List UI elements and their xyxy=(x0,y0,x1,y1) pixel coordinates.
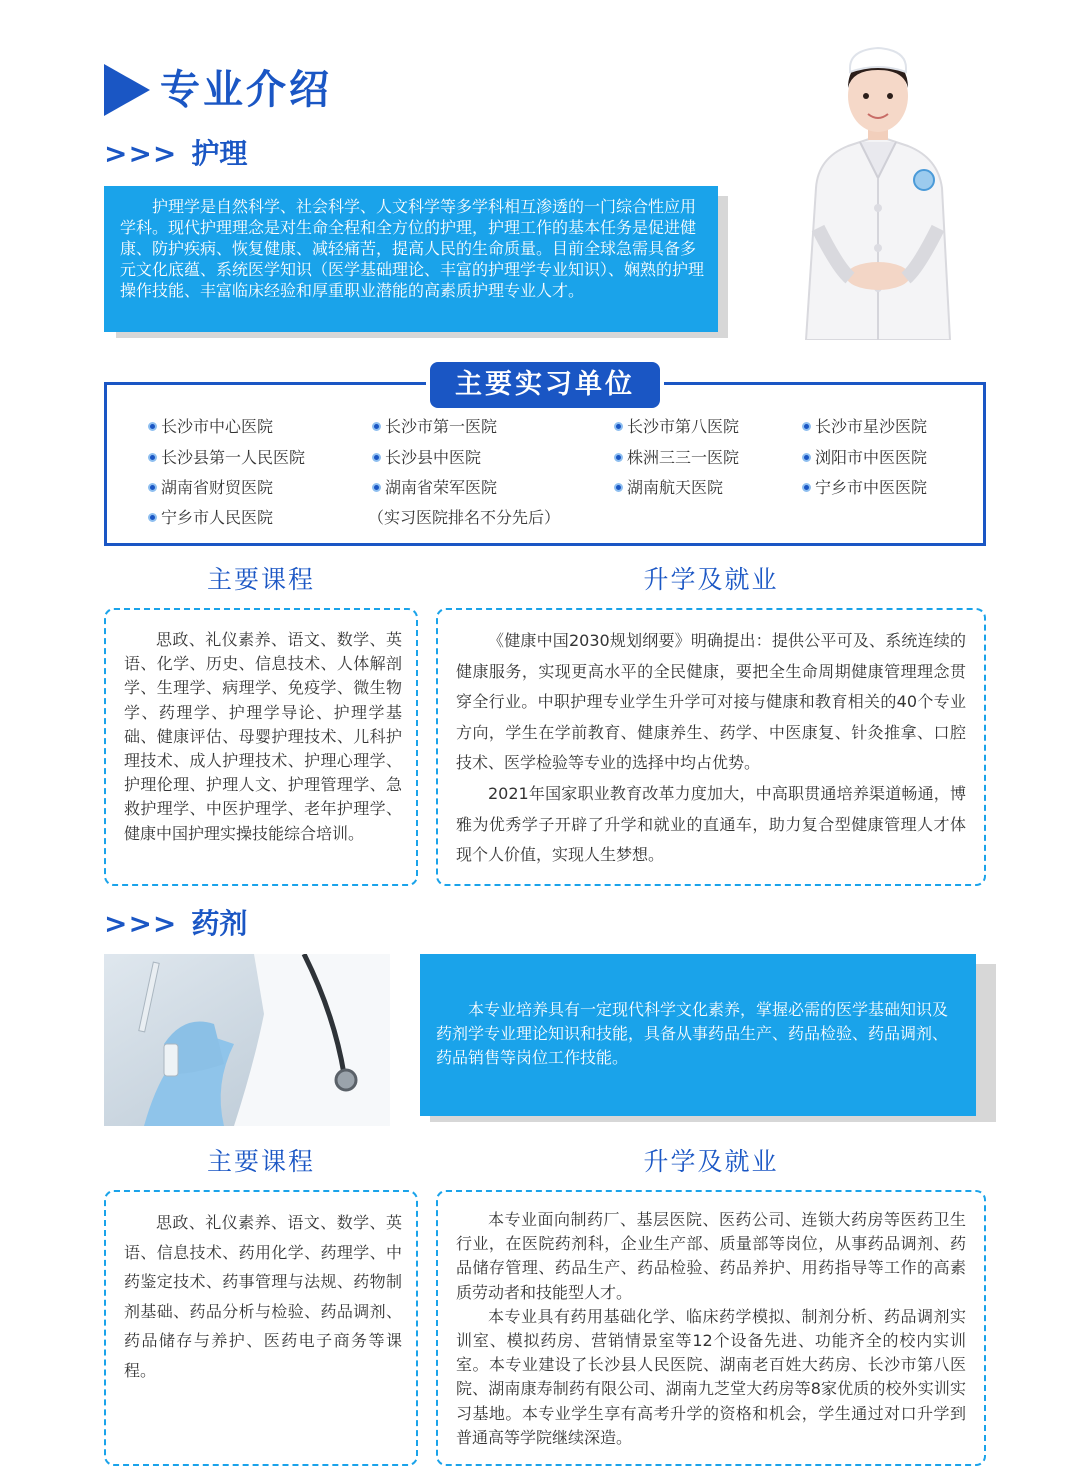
hospital-item: 长沙市第一医院 xyxy=(372,416,497,438)
hospital-item: 长沙市第八医院 xyxy=(614,416,739,438)
page-title: 专业介绍 xyxy=(160,67,332,113)
internship-title: 主要实习单位 xyxy=(430,362,660,408)
internship-note: （实习医院排名不分先后） xyxy=(368,508,561,527)
nurse-photo xyxy=(778,38,978,340)
nursing-heading-label: 护理 xyxy=(191,137,248,170)
title-triangle-icon xyxy=(104,64,150,116)
bullet-icon xyxy=(802,483,811,492)
bullet-icon xyxy=(372,422,381,431)
nursing-courses-text: 思政、礼仪素养、语文、数学、英语、化学、历史、信息技术、人体解剖学、生理学、病理学、免疫学、微生物学、药理学、护理学导论、护理学基础、健康评估、母婴护理技术、儿科护理技术、成人护理技术、护理心理学、护理伦理、护理人文、护理管理学、急救护理学、中医护理学、老年护理学、健康中国护理实操技能综合培训。 xyxy=(124,630,402,843)
nursing-career-box xyxy=(436,608,986,886)
career-paragraph: 本专业具有药用基础化学、临床药学模拟、制剂分析、药品调剂实训室、模拟药房、营销情景室等12个设备先进、功能齐全的校内实训室。本专业建设了长沙县人民医院、湖南老百姓大药房、长沙市第八医院、湖南康寿制药有限公司、湖南九芝堂大药房等8家优质的校外实训实习基地。本专业学生享有高考升学的资格和机会，学生通过对口升学到普通高等学院继续深造。 xyxy=(456,1306,966,1447)
pharmacy-heading-label: 药剂 xyxy=(191,907,248,940)
bullet-icon xyxy=(802,453,811,462)
bullet-icon xyxy=(148,513,157,522)
pharmacy-courses-text: 思政、礼仪素养、语文、数学、英语、信息技术、药用化学、药理学、中药鉴定技术、药事管理与法规、药物制剂基础、药品分析与检验、药品调剂、药品储存与养护、医药电子商务等课程。 xyxy=(124,1213,402,1380)
bullet-icon xyxy=(148,453,157,462)
hospital-item: 长沙市中心医院 xyxy=(148,416,273,438)
pharmacy-courses-box xyxy=(104,1190,418,1466)
pharmacy-photo xyxy=(104,954,390,1126)
bullet-icon xyxy=(148,483,157,492)
pharmacy-courses-heading: 主要课程 xyxy=(206,1147,315,1176)
nursing-intro: 护理学是自然科学、社会科学、人文科学等多学科相互渗透的一门综合性应用学科。现代护理理念是对生命全程和全方位的护理，护理工作的基本任务是促进健康、防护疾病、恢复健康、减轻痛苦，提高人民的生命质量。目前全球急需具备多元文化底蕴、系统医学知识（医学基础理论、丰富的护理学专业知识）、娴熟的护理操作技能、丰富临床经验和厚重职业潜能的高素质护理专业人才。 xyxy=(104,186,718,332)
nursing-courses-box xyxy=(104,608,418,886)
career-paragraph: 2021年国家职业教育改革力度加大，中高职贯通培养渠道畅通，博雅为优秀学子开辟了升学和就业的直通车，助力复合型健康管理人才体现个人价值，实现人生梦想。 xyxy=(456,783,966,865)
bullet-icon xyxy=(372,483,381,492)
career-paragraph: 《健康中国2030规划纲要》明确提出：提供公平可及、系统连续的健康服务，实现更高水平的全民健康，要把全生命周期健康管理理念贯穿全行业。中职护理专业学生升学可对接与健康和教育相关的40个专业方向，学生在学前教育、健康养生、药学、中医康复、针灸推拿、口腔技术、医学检验等专业的选择中均占优势。 xyxy=(456,631,966,773)
hospital-item: 长沙县第一人民医院 xyxy=(148,447,305,469)
nursing-career-heading: 升学及就业 xyxy=(643,565,779,594)
bullet-icon xyxy=(614,483,623,492)
hospital-item: 株洲三三一医院 xyxy=(614,447,739,469)
hospital-item: 湖南省荣军医院 xyxy=(372,477,497,499)
career-paragraph: 本专业面向制药厂、基层医院、医药公司、连锁大药房等医药卫生行业，在医院药剂科，企业生产部、质量部等岗位，从事药品调剂、药品储存管理、药品生产、药品检验、药品养护、用药指导等工作的高素质劳动者和技能型人才。 xyxy=(456,1210,966,1302)
hospital-item: 湖南省财贸医院 xyxy=(148,477,273,499)
nursing-heading xyxy=(104,136,247,172)
pharmacy-heading xyxy=(104,906,247,942)
hospital-item: 浏阳市中医医院 xyxy=(802,447,927,469)
hospital-item: 长沙市星沙医院 xyxy=(802,416,927,438)
pharmacy-intro: 本专业培养具有一定现代科学文化素养，掌握必需的医学基础知识及药剂学专业理论知识和技能，具备从事药品生产、药品检验、药品调剂、药品销售等岗位工作技能。 xyxy=(420,954,976,1116)
nursing-courses-heading: 主要课程 xyxy=(206,565,315,594)
hospital-item: 宁乡市中医医院 xyxy=(802,477,927,499)
pharmacy-career-heading: 升学及就业 xyxy=(643,1147,779,1176)
heading-arrows-icon: >>> xyxy=(104,137,178,170)
bullet-icon xyxy=(614,453,623,462)
bullet-icon xyxy=(148,422,157,431)
hospital-item: 宁乡市人民医院 xyxy=(148,507,273,529)
heading-arrows-icon: >>> xyxy=(104,907,178,940)
pharmacy-career-box xyxy=(436,1190,986,1466)
bullet-icon xyxy=(372,453,381,462)
bullet-icon xyxy=(614,422,623,431)
hospital-item: 湖南航天医院 xyxy=(614,477,723,499)
hospital-item: 长沙县中医院 xyxy=(372,447,481,469)
bullet-icon xyxy=(802,422,811,431)
